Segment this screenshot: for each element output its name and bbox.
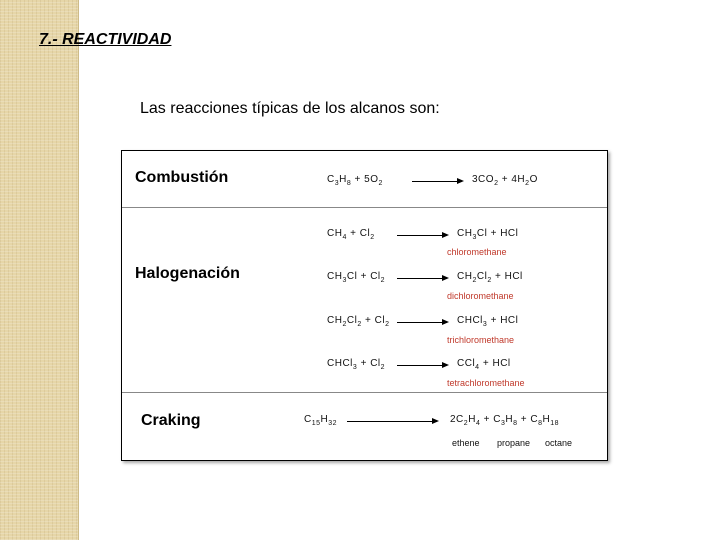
halogenation-step-4-name: tetrachloromethane <box>447 378 525 388</box>
halogenation-step-1-name: chloromethane <box>447 247 507 257</box>
cracking-label: Craking <box>141 412 201 429</box>
cracking-product-name-2: propane <box>497 438 531 448</box>
row-divider <box>122 392 607 393</box>
halogenation-step-2-products: $CH_2Cl_2$ + HCl <box>457 271 523 284</box>
halogenation-step-1-reactants: $CH_4 + Cl_2$ <box>327 228 375 241</box>
halogenation-step-2-reactants: $CH_3Cl + Cl_2$ <box>327 271 386 284</box>
combustion-arrow <box>412 181 462 182</box>
slide-title: 7.- REACTIVIDAD <box>39 31 172 48</box>
cracking-reactants: $C_{15}H_{32}$ <box>304 414 338 427</box>
halogenation-step-3-reactants: $CH_2Cl_2 + Cl_2$ <box>327 315 390 328</box>
cracking-product-name-1: ethene <box>452 438 480 448</box>
halogenation-step-2-name: dichloromethane <box>447 291 514 301</box>
row-divider <box>122 207 607 208</box>
halogenation-label: Halogenación <box>135 265 240 282</box>
halogenation-step-3-arrow <box>397 322 447 323</box>
halogenation-step-3-products: CHCl$_3$ + HCl <box>457 315 519 328</box>
combustion-label: Combustión <box>135 169 229 186</box>
cracking-arrow <box>347 421 437 422</box>
cracking-products: $2C_2H_4 + C_3H_8 + C_8H_{18}$ <box>450 414 560 427</box>
halogenation-step-2-arrow <box>397 278 447 279</box>
combustion-products: $3CO_2 + 4H_2O$ <box>472 174 538 187</box>
decorative-sidebar <box>0 0 79 540</box>
halogenation-step-3-name: trichloromethane <box>447 335 515 345</box>
halogenation-step-1-arrow <box>397 235 447 236</box>
intro-text: Las reacciones típicas de los alcanos son: <box>140 100 440 117</box>
halogenation-step-1-products: $CH_3Cl$ + HCl <box>457 228 519 241</box>
halogenation-step-4-products: CCl$_4$ + HCl <box>457 358 511 371</box>
halogenation-step-4-arrow <box>397 365 447 366</box>
halogenation-step-4-reactants: CHCl$_3$ + $Cl_2$ <box>327 358 386 371</box>
cracking-product-name-3: octane <box>545 438 573 448</box>
reactions-table <box>121 150 608 461</box>
combustion-reactants: $C_3H_8 + 5O_2$ <box>327 174 383 187</box>
